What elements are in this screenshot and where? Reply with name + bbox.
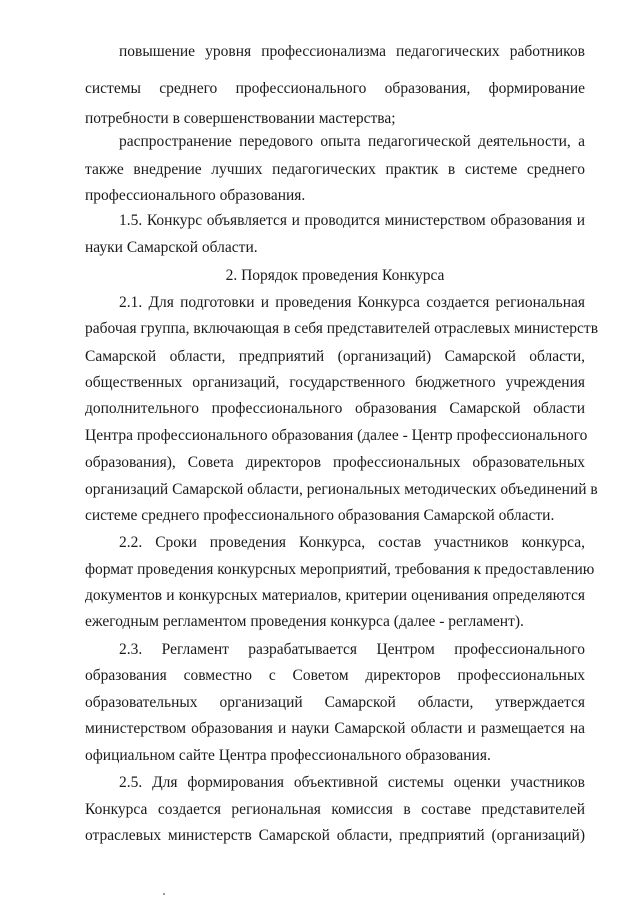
text-line: ежегодным регламентом проведения конкурса (далее - регламент). — [85, 613, 524, 630]
text-line: Центра профессионального образования (далее - Центр профессионального — [85, 427, 588, 444]
text-line: организаций Самарской области, региональных методических объединений в — [85, 481, 598, 498]
text-line: профессионального образования. — [85, 187, 306, 204]
text-line: Самарской области, предприятий (организаций) Самарской области, — [85, 348, 585, 365]
text-line: системы среднего профессионального образования, формирование — [85, 80, 585, 97]
section-heading: 2. Порядок проведения Конкурса — [225, 267, 445, 284]
text-line: также внедрение лучших педагогических практик в системе среднего — [85, 161, 585, 178]
text-line: формат проведения конкурсных мероприятий, требования к предоставлению — [85, 561, 595, 578]
text-line: документов и конкурсных материалов, критерии оценивания определяются — [85, 587, 585, 604]
text-line: науки Самарской области. — [85, 239, 258, 256]
text-line: рабочая группа, включающая в себя представителей отраслевых министерств — [85, 320, 599, 337]
text-line: 2.1. Для подготовки и проведения Конкурса создается региональная — [119, 294, 585, 311]
text-line: 2.5. Для формирования объективной системы оценки участников — [119, 774, 585, 791]
text-line: системе среднего профессионального образования Самарской области. — [85, 507, 555, 524]
text-line: общественных организаций, государственного бюджетного учреждения — [85, 374, 585, 391]
text-line: отраслевых министерств Самарской области, предприятий (организаций) — [85, 827, 585, 844]
text-line: потребности в совершенствовании мастерства; — [85, 110, 396, 127]
text-line: 2.3. Регламент разрабатывается Центром профессионального — [119, 641, 585, 658]
text-line: образовательных организаций Самарской области, утверждается — [85, 694, 585, 711]
text-line: официальном сайте Центра профессионального образования. — [85, 747, 491, 764]
text-line: образования), Совета директоров профессиональных образовательных — [85, 454, 585, 471]
text-line: дополнительного профессионального образования Самарской области — [85, 400, 585, 417]
scan-speck — [163, 893, 165, 895]
text-line: повышение уровня профессионализма педагогических работников — [119, 43, 585, 60]
text-line: Конкурса создается региональная комиссия в составе представителей — [85, 801, 585, 818]
text-line: образования совместно с Советом директоров профессиональных — [85, 667, 585, 684]
text-line: распространение передового опыта педагогической деятельности, а — [119, 133, 585, 150]
text-line: министерством образования и науки Самарской области и размещается на — [85, 720, 585, 737]
text-line: 2.2. Сроки проведения Конкурса, состав участников конкурса, — [119, 534, 585, 551]
text-line: 1.5. Конкурс объявляется и проводится министерством образования и — [119, 212, 585, 229]
